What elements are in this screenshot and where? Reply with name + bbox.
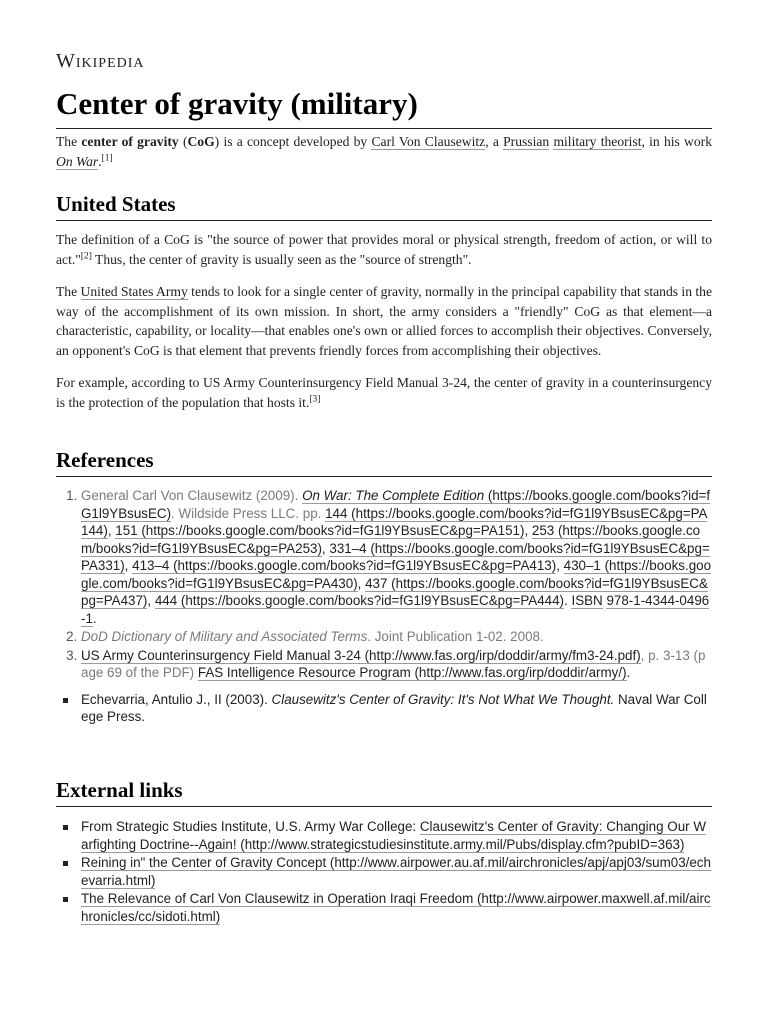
term-cog: CoG xyxy=(187,134,215,149)
section-external-links xyxy=(56,776,712,926)
further-reading-list xyxy=(56,691,712,726)
link-on-war[interactable]: On War xyxy=(56,153,99,169)
lead-text: , a xyxy=(485,134,504,149)
citation-2[interactable]: [2] xyxy=(80,250,92,261)
us-paragraph-3 xyxy=(56,373,712,412)
link-military-theorist[interactable]: military theorist xyxy=(553,134,642,149)
external-link-relevance-clausewitz[interactable]: The Relevance of Carl Von Clausewitz in Operation Iraqi Freedom (http://www.airpower.maxwell.af.mil/airchronicles/cc/sidoti.html) xyxy=(81,891,711,924)
ref1-page-link[interactable]: 144 (https://books.google.com/books?id=fG1l9YBsusEC&pg=PA144) xyxy=(81,505,708,538)
external-link-reining-in[interactable]: Reining in" the Center of Gravity Concept (http://www.airpower.au.af.mil/airchronicles/apj/apj03/sum03/echevarria.html) xyxy=(81,855,711,888)
external-links-list xyxy=(56,818,712,925)
external-link-clausewitz-cog[interactable]: Clausewitz's Center of Gravity: Changing Our Warfighting Doctrine--Again! (http://www.strategicstudiesinstitute.army.mil/Pubs/display.cfm?pubID=363) xyxy=(81,819,706,852)
ref2-rest: . Joint Publication 1-02. 2008. xyxy=(367,629,544,644)
external-link-item xyxy=(56,854,712,889)
external-link-item xyxy=(56,818,712,853)
further-reading-item xyxy=(56,691,712,726)
citation-1[interactable]: [1] xyxy=(101,152,113,163)
ref1-isbn-link[interactable]: ISBN xyxy=(571,593,603,608)
us-paragraph-2 xyxy=(56,282,712,360)
citation-3[interactable]: [3] xyxy=(309,393,321,404)
external-link-item xyxy=(56,890,712,925)
reference-item-2 xyxy=(81,628,712,646)
ref1-page-link[interactable]: 151 (https://books.google.com/books?id=fG1l9YBsusEC&pg=PA151) xyxy=(115,523,525,538)
section-references xyxy=(56,446,712,727)
ref1-publisher: . Wildside Press LLC. pp. xyxy=(171,505,326,521)
link-carl-von-clausewitz[interactable]: Carl Von Clausewitz xyxy=(371,134,486,149)
ref1-page-link[interactable]: 444 (https://books.google.com/books?id=fG1l9YBsusEC&pg=PA444) xyxy=(154,593,565,608)
ref1-sep: , xyxy=(321,540,330,556)
echevarria-publisher: Naval War College Press. xyxy=(81,691,707,724)
ref1-sep: , xyxy=(524,523,532,538)
lead-text: ( xyxy=(178,134,188,149)
ref1-sep: , xyxy=(357,575,366,591)
echevarria-author: Echevarria, Antulio J., II (2003). xyxy=(81,691,272,707)
lead-text: . xyxy=(98,153,102,169)
lead-section xyxy=(56,132,712,171)
link-united-states-army[interactable]: United States Army xyxy=(80,284,188,299)
ref1-sep: . xyxy=(564,593,572,608)
us-p3-text: For example, according to US Army Counterinsurgency Field Manual 3-24, the center of gravity in a counterinsurgency is the protection of the population that hosts it. xyxy=(56,375,712,410)
ref1-sep: , xyxy=(124,558,133,573)
ref1-page-link[interactable]: 331–4 (https://books.google.com/books?id=fG1l9YBsusEC&pg=PA331) xyxy=(81,540,710,573)
section-united-states xyxy=(56,190,712,412)
heading-united-states: United States xyxy=(56,190,712,221)
ref1-end: . xyxy=(92,610,97,626)
lead-text: , in his work xyxy=(641,134,712,149)
ref1-page-link[interactable]: 437 (https://books.google.com/books?id=fG1l9YBsusEC&pg=PA437) xyxy=(81,575,708,608)
ref1-isbn-number[interactable]: 978-1-4344-0496-1 xyxy=(81,593,710,626)
ref1-sep: , xyxy=(107,523,116,538)
ref1-page-link[interactable]: 430–1 (https://books.google.com/books?id=fG1l9YBsusEC&pg=PA430) xyxy=(81,558,712,591)
logo-wordmark: Wikipedia xyxy=(56,50,145,72)
ref3-end: . xyxy=(626,665,631,680)
reference-list xyxy=(56,487,712,682)
heading-references: References xyxy=(56,446,712,477)
reference-item-3 xyxy=(81,647,712,682)
us-p1-text: The definition of a CoG is "the source of power that provides moral or physical strength, freedom of action, or will to act." xyxy=(56,232,712,267)
us-paragraph-1 xyxy=(56,230,712,269)
wikipedia-logo[interactable] xyxy=(56,50,145,73)
page-title: Center of gravity (military) xyxy=(56,84,712,129)
term-center-of-gravity: center of gravity xyxy=(81,134,179,149)
ref3-manual-link[interactable]: US Army Counterinsurgency Field Manual 3-24 (http://www.fas.org/irp/doddir/army/fm3-24.pdf) xyxy=(81,647,641,663)
us-p2-text: The xyxy=(56,284,81,299)
ref1-title-url: (https://books.google.com/books?id=fG1l9YBsusEC) xyxy=(81,488,711,521)
ref1-page-link[interactable]: 253 (https://books.google.com/books?id=fG1l9YBsusEC&pg=PA253) xyxy=(81,523,701,556)
heading-external-links: External links xyxy=(56,776,712,807)
ref1-author: General Carl Von Clausewitz (2009). xyxy=(81,488,303,503)
ref2-title: DoD Dictionary of Military and Associated Terms xyxy=(81,629,368,644)
ref3-page-note: , p. 3-13 (page 69 of the PDF) xyxy=(81,647,706,680)
external-link-prefix: From Strategic Studies Institute, U.S. Army War College: xyxy=(81,819,420,834)
lead-paragraph xyxy=(56,132,712,171)
reference-item-1 xyxy=(81,487,712,627)
us-p1-text: Thus, the center of gravity is usually seen as the "source of strength". xyxy=(91,251,472,267)
us-p2-text: tends to look for a single center of gravity, normally in the principal capability that stands in the way of the accomplishment of its own mission. In short, the army considers a "friendly" CoG as that element—a characteristic, capability, or locality—that enables one's own or allied forces to accomplish their objectives. Conversely, an opponent's CoG is that element that prevents friendly forces from accomplishing their objectives. xyxy=(56,284,713,358)
lead-text: The xyxy=(56,134,82,149)
ref1-sep: , xyxy=(147,593,155,608)
echevarria-title: Clausewitz's Center of Gravity: It's Not What We Thought. xyxy=(271,691,615,707)
lead-text: ) is a concept developed by xyxy=(214,134,372,149)
ref1-title: On War: The Complete Edition xyxy=(302,488,485,503)
ref1-sep: , xyxy=(556,558,564,573)
link-prussian[interactable]: Prussian xyxy=(503,134,550,149)
ref1-page-link[interactable]: 413–4 (https://books.google.com/books?id=fG1l9YBsusEC&pg=PA413) xyxy=(132,558,557,573)
ref3-fas-link[interactable]: FAS Intelligence Resource Program (http://www.fas.org/irp/doddir/army/) xyxy=(197,665,627,680)
